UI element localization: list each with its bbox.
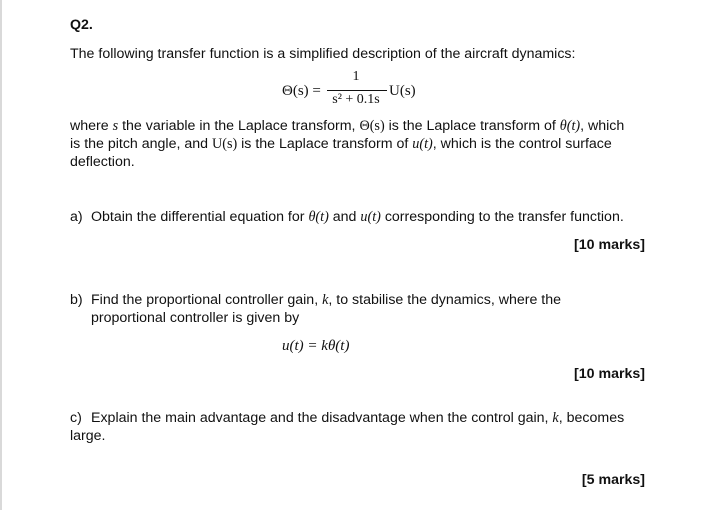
description-line-3: deflection. <box>70 154 135 170</box>
equation-rhs: U(s) <box>389 83 416 99</box>
equation-lhs: Θ(s) = <box>282 83 321 99</box>
fraction-bar <box>327 90 387 91</box>
part-a-marks: [10 marks] <box>574 237 645 253</box>
part-a-label: a) <box>70 209 83 225</box>
equation-numerator: 1 <box>352 69 360 84</box>
part-b-line-2: proportional controller is given by <box>91 310 300 326</box>
question-number: Q2. <box>70 17 93 33</box>
part-c-marks: [5 marks] <box>581 472 645 488</box>
intro-text: The following transfer function is a simplified description of the aircraft dynamics: <box>70 46 576 62</box>
part-c-label: c) <box>70 410 82 426</box>
part-c-line-1: Explain the main advantage and the disadvantage when the control gain, k, becomes <box>91 410 625 426</box>
part-c-line-2: large. <box>70 428 106 444</box>
page-edge <box>0 0 2 510</box>
description-line-2: is the pitch angle, and U(s) is the Laplace transform of u(t), which is the control surface <box>70 136 612 152</box>
description-line-1: where s the variable in the Laplace transform, Θ(s) is the Laplace transform of θ(t), which <box>70 118 625 134</box>
controller-equation: u(t) = kθ(t) <box>282 338 350 354</box>
equation-denominator: s² + 0.1s <box>332 92 380 107</box>
part-b-marks: [10 marks] <box>574 366 645 382</box>
part-b-label: b) <box>70 292 83 308</box>
part-a-text: Obtain the differential equation for θ(t) and u(t) corresponding to the transfer function. <box>91 209 624 225</box>
part-b-line-1: Find the proportional controller gain, k, to stabilise the dynamics, where the <box>91 292 562 308</box>
